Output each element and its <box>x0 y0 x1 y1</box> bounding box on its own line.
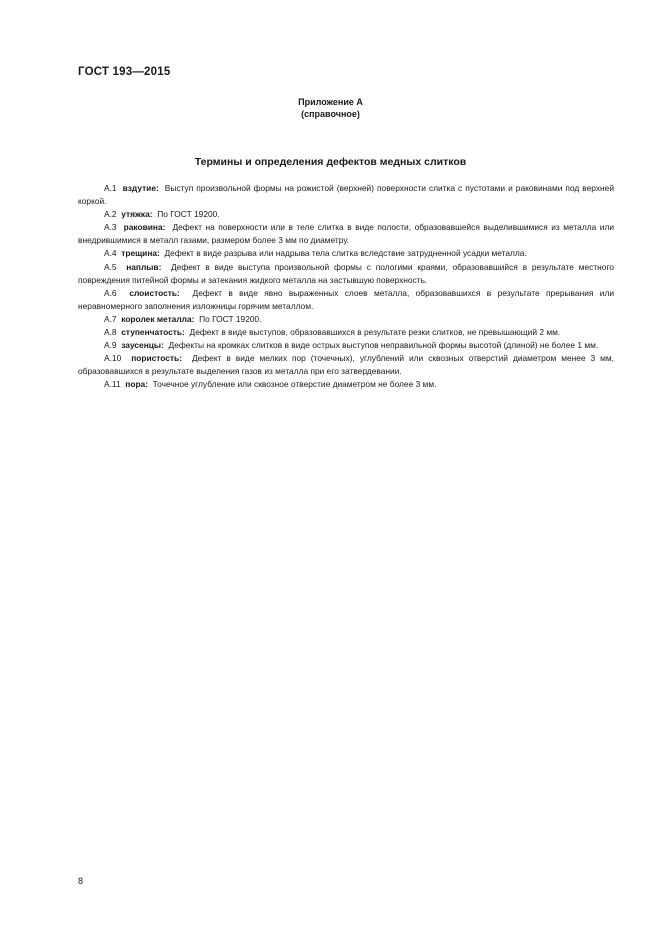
term-item <box>78 313 614 326</box>
term-number: А.1 <box>104 183 117 193</box>
term-name: пористость: <box>131 353 182 364</box>
term-item <box>78 287 614 313</box>
term-definition: Дефект в виде выступов, образовавшихся в результате резки слитков, не превышающий 2 мм. <box>189 327 561 338</box>
term-name: ступенчатость: <box>121 327 185 338</box>
term-item <box>78 208 614 221</box>
term-item <box>78 221 614 247</box>
term-definition: Выступ произвольной формы на рожистой (верхней) поверхности слитка с пустотами и раковинами под верхней коркой. <box>78 183 615 207</box>
term-item <box>78 182 614 208</box>
term-number: А.10 <box>104 353 122 364</box>
term-number: А.7 <box>104 313 117 324</box>
term-number: А.2 <box>104 209 117 220</box>
term-item <box>78 378 614 391</box>
term-name: трещина: <box>121 248 160 259</box>
term-definition: По ГОСТ 19200. <box>199 313 262 324</box>
term-definition: Дефект на поверхности или в теле слитка в виде полости, образовавшейся выделившимися из металла или внедрившимися в металл газами, размером более 3 мм по диаметру. <box>78 222 615 246</box>
term-name: слоистость: <box>129 287 180 298</box>
term-definition: Дефект в виде мелких пор (точечных), углублений или сквозных отверстий диаметром менее 3 мм, образовавшихся в результате выделения газов из металла при его затвердевании. <box>78 353 614 377</box>
term-name: утяжка: <box>121 209 153 220</box>
term-definition: По ГОСТ 19200. <box>157 209 220 220</box>
term-item <box>78 247 614 260</box>
standard-header: ГОСТ 193—2015 <box>78 66 171 78</box>
term-number: А.4 <box>104 248 117 259</box>
term-number: А.5 <box>104 261 117 272</box>
term-number: А.11 <box>104 379 121 390</box>
terms-list <box>78 182 614 392</box>
term-item <box>78 352 614 378</box>
term-name: наплыв: <box>126 261 162 272</box>
term-number: А.8 <box>104 327 117 338</box>
term-definition: Точечное углубление или сквозное отверстие диаметром не более 3 мм. <box>152 379 437 390</box>
term-definition: Дефект в виде выступа произвольной формы с пологими краями, образовавшийся в результате местного повреждения питейной формы и затекания жидкого металла на застывшую поверхность. <box>78 261 614 285</box>
term-name: раковина: <box>123 222 166 233</box>
appendix-title: Приложение А <box>298 97 363 107</box>
term-number: А.9 <box>104 340 117 351</box>
appendix-subtitle: (справочное) <box>301 109 360 119</box>
term-name: пора: <box>125 379 149 390</box>
term-name: заусенцы: <box>121 340 164 351</box>
term-number: А.3 <box>104 222 117 233</box>
term-definition: Дефект в виде явно выраженных слоев металла, образовавшихся в результате прерывания или неравномерного заполнения изложницы горячим металлом. <box>78 287 615 311</box>
term-item <box>78 339 614 352</box>
term-item <box>78 326 614 339</box>
term-name: королек металла: <box>121 313 195 324</box>
term-item <box>78 261 614 287</box>
term-definition: Дефект в виде разрыва или надрыва тела слитка вследствие затрудненной усадки металла. <box>164 248 527 259</box>
term-name: вздутие: <box>122 183 159 193</box>
page-number: 8 <box>78 876 84 886</box>
section-title: Термины и определения дефектов медных слитков <box>194 156 467 168</box>
term-definition: Дефекты на кромках слитков в виде острых выступов неправильной формы высотой (длиной) не более 1 мм. <box>168 340 599 351</box>
term-number: А.6 <box>104 287 117 298</box>
